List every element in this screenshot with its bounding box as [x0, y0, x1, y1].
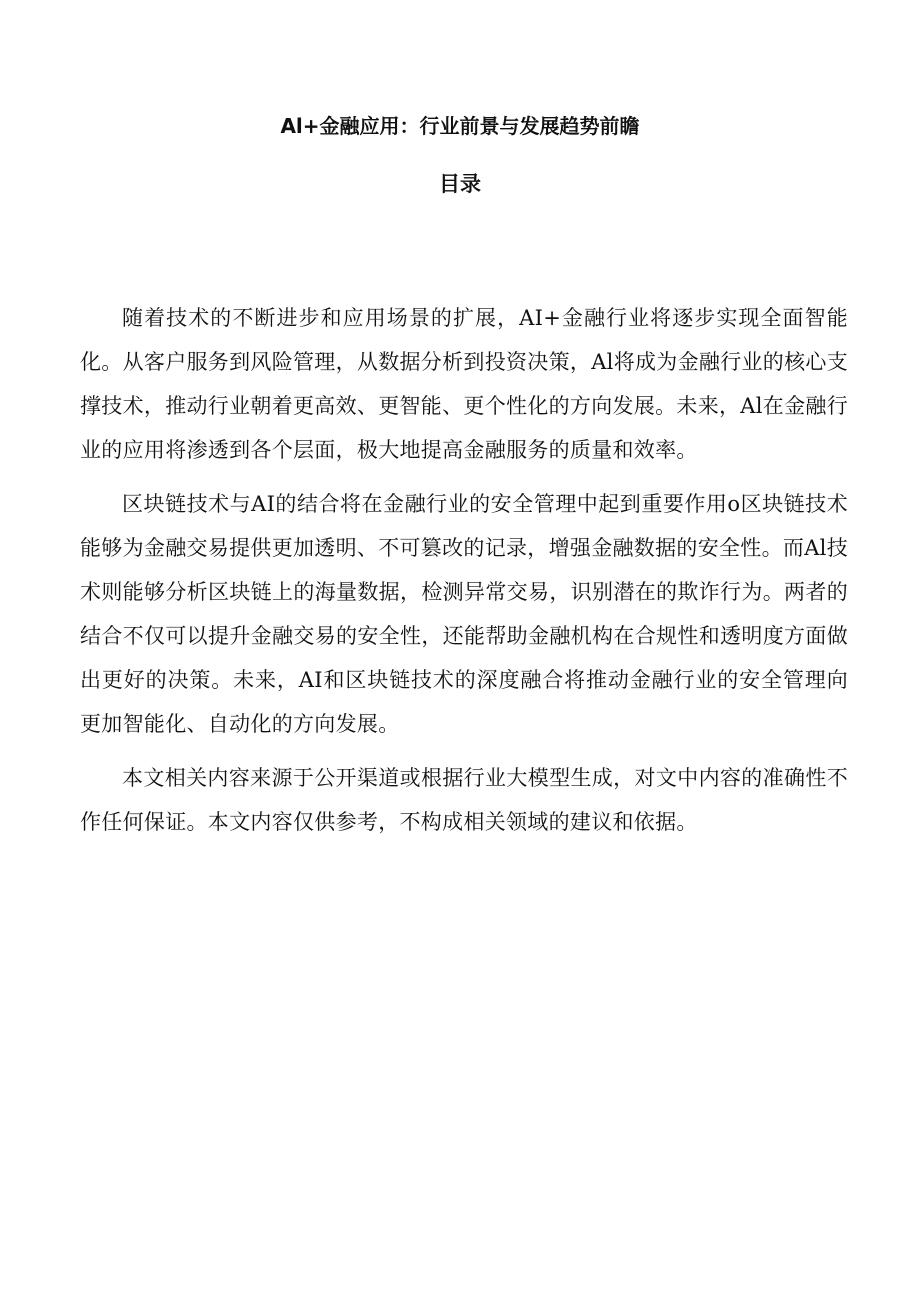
paragraph-3: 本文相关内容来源于公开渠道或根据行业大模型生成，对文中内容的准确性不作任何保证。本文内容仅供参考，不构成相关领域的建议和依据。 [80, 766, 848, 834]
toc-heading: 目录 [439, 172, 481, 196]
paragraph-1: 随着技术的不断进步和应用场景的扩展，AI+金融行业将逐步实现全面智能化。从客户服务到风险管理，从数据分析到投资决策，Al将成为金融行业的核心支撑技术，推动行业朝着更高效、更智能、更个性化的方向发展。未来，Al在金融行业的应用将渗透到各个层面，极大地提高金融服务的质量和效率。 [80, 306, 848, 462]
document-title: Al+金融应用：行业前景与发展趋势前瞻 [280, 114, 640, 138]
document-body [80, 296, 848, 854]
paragraph-2: 区块链技术与AI的结合将在金融行业的安全管理中起到重要作用o区块链技术能够为金融交易提供更加透明、不可篡改的记录，增强金融数据的安全性。而Al技术则能够分析区块链上的海量数据，检测异常交易，识别潜在的欺诈行为。两者的结合不仅可以提升金融交易的安全性，还能帮助金融机构在合规性和透明度方面做出更好的决策。未来，AI和区块链技术的深度融合将推动金融行业的安全管理向更加智能化、自动化的方向发展。 [80, 492, 848, 736]
